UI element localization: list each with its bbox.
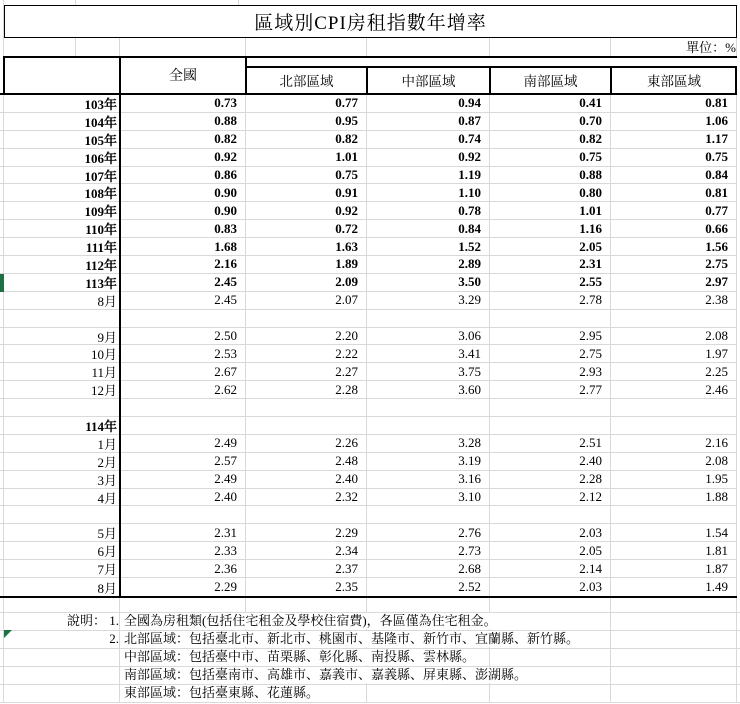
table-row xyxy=(0,363,737,381)
value-cell[interactable]: 0.70 xyxy=(490,113,611,130)
value-cell[interactable]: 2.07 xyxy=(246,292,367,309)
value-cell[interactable]: 0.66 xyxy=(611,220,737,237)
column-header-east[interactable]: 東部區域 xyxy=(647,74,701,89)
value-cell[interactable]: 2.55 xyxy=(490,274,611,291)
value-cell[interactable]: 2.12 xyxy=(490,489,611,506)
row-label-cell[interactable]: 111年 xyxy=(85,240,117,256)
row-label-cell[interactable]: 8月 xyxy=(97,293,117,309)
value-cell[interactable]: 2.53 xyxy=(120,345,246,362)
value-cell[interactable]: 0.75 xyxy=(246,167,367,184)
row-label-cell[interactable]: 108年 xyxy=(84,186,117,202)
value-cell[interactable]: 1.56 xyxy=(611,238,737,255)
table-border xyxy=(0,596,737,598)
value-cell[interactable]: 0.95 xyxy=(246,113,367,130)
value-cell[interactable]: 2.26 xyxy=(246,435,367,452)
value-cell[interactable]: 1.16 xyxy=(490,220,611,237)
value-cell[interactable]: 1.17 xyxy=(611,131,737,148)
value-cell[interactable]: 3.16 xyxy=(367,471,490,488)
value-cell[interactable]: 0.72 xyxy=(246,220,367,237)
row-label-cell[interactable]: 106年 xyxy=(84,150,117,166)
row-label-cell[interactable]: 103年 xyxy=(84,96,117,112)
value-cell[interactable]: 0.81 xyxy=(611,95,737,112)
value-cell[interactable]: 3.60 xyxy=(367,381,490,398)
comment-flag-icon xyxy=(4,630,12,638)
value-cell[interactable]: 0.88 xyxy=(120,113,246,130)
value-cell[interactable]: 2.89 xyxy=(367,256,490,273)
value-cell[interactable]: 2.51 xyxy=(490,435,611,452)
value-cell[interactable]: 0.78 xyxy=(367,202,490,219)
row-label-cell[interactable]: 4月 xyxy=(97,490,117,506)
value-cell[interactable]: 2.33 xyxy=(120,542,246,559)
table-row xyxy=(0,578,737,596)
table-row xyxy=(0,167,737,185)
value-cell[interactable]: 2.37 xyxy=(246,560,367,577)
table-row xyxy=(0,328,737,346)
value-cell[interactable] xyxy=(367,506,490,523)
value-cell[interactable]: 1.89 xyxy=(246,256,367,273)
column-header-south[interactable]: 南部區域 xyxy=(523,74,578,89)
value-cell[interactable]: 2.29 xyxy=(120,578,246,596)
value-cell[interactable]: 1.63 xyxy=(246,238,367,255)
gridline xyxy=(489,38,490,56)
value-cell[interactable]: 0.87 xyxy=(367,113,490,130)
value-cell[interactable]: 2.48 xyxy=(246,453,367,470)
value-cell[interactable]: 2.93 xyxy=(490,363,611,380)
row-label-cell[interactable]: 2月 xyxy=(97,454,117,470)
row-label-cell[interactable]: 9月 xyxy=(97,329,117,345)
value-cell[interactable]: 1.10 xyxy=(367,184,490,201)
row-label-cell[interactable]: 107年 xyxy=(84,168,117,184)
table-row xyxy=(0,113,737,131)
table-border xyxy=(3,56,5,95)
gridline xyxy=(610,38,611,56)
row-label-cell[interactable]: 10月 xyxy=(90,347,117,363)
gridline xyxy=(245,38,246,56)
table-row xyxy=(0,453,737,471)
row-label-cell[interactable]: 109年 xyxy=(84,204,117,220)
table-row xyxy=(0,399,737,417)
value-cell[interactable]: 0.74 xyxy=(367,131,490,148)
value-cell[interactable]: 0.83 xyxy=(120,220,246,237)
value-cell[interactable]: 0.92 xyxy=(367,149,490,166)
value-cell[interactable]: 1.88 xyxy=(611,489,737,506)
note-line: 南部區域：包括臺南市、高雄市、嘉義市、嘉義縣、屏東縣、澎湖縣。 xyxy=(124,667,528,682)
value-cell[interactable]: 2.28 xyxy=(246,381,367,398)
value-cell[interactable]: 0.80 xyxy=(490,184,611,201)
value-cell[interactable]: 2.40 xyxy=(246,471,367,488)
note-line: 全國為房租類(包括住宅租金及學校住宿費)，各區僅為住宅租金。 xyxy=(124,613,497,628)
table-row xyxy=(0,131,737,149)
value-cell[interactable]: 1.01 xyxy=(246,149,367,166)
row-label-cell[interactable]: 11月 xyxy=(91,365,117,381)
value-cell[interactable]: 2.16 xyxy=(611,435,737,452)
value-cell[interactable] xyxy=(120,506,246,523)
row-label-cell[interactable]: 1月 xyxy=(97,436,117,452)
value-cell[interactable]: 2.77 xyxy=(490,381,611,398)
table-row xyxy=(0,506,737,524)
value-cell[interactable]: 1.01 xyxy=(490,202,611,219)
value-cell[interactable]: 1.49 xyxy=(611,578,737,596)
table-row xyxy=(0,292,737,310)
value-cell[interactable]: 2.97 xyxy=(611,274,737,291)
value-cell[interactable]: 0.77 xyxy=(611,202,737,219)
value-cell[interactable]: 2.05 xyxy=(490,542,611,559)
table-row xyxy=(0,345,737,363)
value-cell[interactable] xyxy=(367,417,490,434)
table-border xyxy=(245,56,247,95)
value-cell[interactable]: 1.19 xyxy=(367,167,490,184)
value-cell[interactable] xyxy=(611,310,737,327)
table-border xyxy=(245,66,737,68)
value-cell[interactable]: 3.29 xyxy=(367,292,490,309)
table-row xyxy=(0,524,737,542)
row-label-cell[interactable]: 7月 xyxy=(97,562,117,578)
table-row xyxy=(0,149,737,167)
value-cell[interactable]: 1.81 xyxy=(611,542,737,559)
column-header-national[interactable]: 全國 xyxy=(169,69,197,84)
table-row xyxy=(0,202,737,220)
value-cell[interactable]: 2.49 xyxy=(120,435,246,452)
row-selection-marker xyxy=(0,274,4,292)
value-cell[interactable]: 2.20 xyxy=(246,328,367,345)
table-row xyxy=(0,184,737,202)
gridline xyxy=(366,38,367,56)
value-cell[interactable] xyxy=(611,506,737,523)
row-label-cell[interactable]: 8月 xyxy=(97,580,117,596)
value-cell[interactable]: 2.40 xyxy=(120,489,246,506)
value-cell[interactable]: 2.46 xyxy=(611,381,737,398)
value-cell[interactable]: 2.25 xyxy=(611,363,737,380)
note-number: 2. xyxy=(109,631,119,646)
value-cell[interactable]: 0.86 xyxy=(120,167,246,184)
value-cell[interactable]: 0.75 xyxy=(611,149,737,166)
row-label-cell[interactable]: 113年 xyxy=(85,275,117,291)
note-line: 東部區域：包括臺東縣、花蓮縣。 xyxy=(124,685,320,700)
row-label-cell[interactable]: 110年 xyxy=(85,222,117,238)
value-cell[interactable]: 0.84 xyxy=(367,220,490,237)
table-row xyxy=(0,220,737,238)
value-cell[interactable]: 0.73 xyxy=(120,95,246,112)
row-label-cell[interactable]: 3月 xyxy=(97,472,117,488)
value-cell[interactable]: 2.73 xyxy=(367,542,490,559)
note-line: 北部區域：包括臺北市、新北市、桃園市、基隆市、新竹市、宜蘭縣、新竹縣。 xyxy=(124,631,580,646)
value-cell[interactable]: 0.77 xyxy=(246,95,367,112)
value-cell[interactable] xyxy=(246,399,367,416)
value-cell[interactable]: 2.32 xyxy=(246,489,367,506)
value-cell[interactable]: 3.28 xyxy=(367,435,490,452)
value-cell[interactable]: 1.97 xyxy=(611,345,737,362)
value-cell[interactable]: 2.68 xyxy=(367,560,490,577)
value-cell[interactable]: 0.81 xyxy=(611,184,737,201)
value-cell[interactable]: 1.54 xyxy=(611,524,737,541)
value-cell[interactable] xyxy=(246,310,367,327)
table-row xyxy=(0,417,737,435)
table-row xyxy=(0,256,737,274)
row-label-cell[interactable] xyxy=(0,310,120,327)
value-cell[interactable]: 2.78 xyxy=(490,292,611,309)
value-cell[interactable]: 0.91 xyxy=(246,184,367,201)
value-cell[interactable]: 2.57 xyxy=(120,453,246,470)
row-label-cell[interactable]: 104年 xyxy=(84,114,117,130)
table-border xyxy=(0,93,737,95)
value-cell[interactable]: 2.29 xyxy=(246,524,367,541)
value-cell[interactable]: 2.95 xyxy=(490,328,611,345)
value-cell[interactable]: 1.87 xyxy=(611,560,737,577)
value-cell[interactable]: 0.82 xyxy=(120,131,246,148)
value-cell[interactable]: 2.75 xyxy=(490,345,611,362)
value-cell[interactable]: 0.84 xyxy=(611,167,737,184)
value-cell[interactable] xyxy=(490,506,611,523)
table-border xyxy=(366,66,368,95)
value-cell[interactable]: 3.41 xyxy=(367,345,490,362)
unit-label: 單位：% xyxy=(686,40,736,55)
table-row xyxy=(0,310,737,328)
value-cell[interactable]: 1.06 xyxy=(611,113,737,130)
table-border xyxy=(3,56,737,58)
table-row xyxy=(0,471,737,489)
value-cell[interactable]: 0.82 xyxy=(246,131,367,148)
value-cell[interactable]: 2.03 xyxy=(490,524,611,541)
table-row xyxy=(0,381,737,399)
gridline xyxy=(0,702,740,703)
table-body xyxy=(0,95,737,596)
table-row xyxy=(0,560,737,578)
value-cell[interactable]: 2.16 xyxy=(120,256,246,273)
value-cell[interactable] xyxy=(367,310,490,327)
value-cell[interactable]: 2.14 xyxy=(490,560,611,577)
value-cell[interactable]: 2.45 xyxy=(120,274,246,291)
value-cell[interactable]: 2.08 xyxy=(611,328,737,345)
value-cell[interactable]: 2.62 xyxy=(120,381,246,398)
value-cell[interactable] xyxy=(120,310,246,327)
row-label-cell[interactable] xyxy=(0,506,120,523)
value-cell[interactable]: 2.27 xyxy=(246,363,367,380)
column-header-central[interactable]: 中部區域 xyxy=(401,74,456,89)
column-header-north[interactable]: 北部區域 xyxy=(279,74,334,89)
value-cell[interactable]: 2.52 xyxy=(367,578,490,596)
value-cell[interactable]: 0.92 xyxy=(120,149,246,166)
value-cell[interactable]: 2.31 xyxy=(490,256,611,273)
gridline xyxy=(119,38,120,56)
value-cell[interactable]: 1.68 xyxy=(120,238,246,255)
value-cell[interactable]: 2.76 xyxy=(367,524,490,541)
value-cell[interactable] xyxy=(490,399,611,416)
row-label-cell[interactable]: 12月 xyxy=(90,383,117,399)
value-cell[interactable]: 2.05 xyxy=(490,238,611,255)
value-cell[interactable]: 3.50 xyxy=(367,274,490,291)
value-cell[interactable]: 0.41 xyxy=(490,95,611,112)
value-cell[interactable] xyxy=(490,417,611,434)
row-label-cell[interactable] xyxy=(0,399,120,416)
table-border xyxy=(119,56,121,598)
table-row xyxy=(0,435,737,453)
value-cell[interactable]: 2.45 xyxy=(120,292,246,309)
table-border xyxy=(735,66,737,95)
value-cell[interactable]: 0.82 xyxy=(490,131,611,148)
value-cell[interactable]: 2.38 xyxy=(611,292,737,309)
value-cell[interactable]: 2.34 xyxy=(246,542,367,559)
table-row xyxy=(0,489,737,507)
value-cell[interactable]: 2.09 xyxy=(246,274,367,291)
row-label-cell[interactable]: 6月 xyxy=(97,544,117,560)
gridline xyxy=(0,684,740,685)
row-label-cell[interactable]: 112年 xyxy=(85,257,117,273)
value-cell[interactable]: 3.10 xyxy=(367,489,490,506)
value-cell[interactable]: 0.94 xyxy=(367,95,490,112)
row-label-cell[interactable]: 114年 xyxy=(85,418,117,434)
table-border xyxy=(489,66,491,95)
gridline xyxy=(610,598,611,702)
gridline xyxy=(75,38,76,56)
table-row xyxy=(0,274,737,292)
row-label-cell[interactable]: 5月 xyxy=(97,526,117,542)
value-cell[interactable]: 0.75 xyxy=(490,149,611,166)
value-cell[interactable]: 2.36 xyxy=(120,560,246,577)
gridline xyxy=(736,598,737,702)
table-row xyxy=(0,542,737,560)
value-cell[interactable]: 0.92 xyxy=(246,202,367,219)
value-cell[interactable]: 2.35 xyxy=(246,578,367,596)
value-cell[interactable]: 2.49 xyxy=(120,471,246,488)
value-cell[interactable]: 3.19 xyxy=(367,453,490,470)
value-cell[interactable]: 2.67 xyxy=(120,363,246,380)
value-cell[interactable]: 2.50 xyxy=(120,328,246,345)
table-row xyxy=(0,95,737,113)
value-cell[interactable]: 2.40 xyxy=(490,453,611,470)
note-number: 說明： 1. xyxy=(66,613,119,628)
value-cell[interactable]: 3.06 xyxy=(367,328,490,345)
value-cell[interactable]: 3.75 xyxy=(367,363,490,380)
gridline xyxy=(119,598,120,702)
row-label-cell[interactable]: 105年 xyxy=(84,132,117,148)
note-line: 中部區域：包括臺中市、苗栗縣、彰化縣、南投縣、雲林縣。 xyxy=(124,649,476,664)
gridline xyxy=(736,38,737,56)
value-cell[interactable]: 2.75 xyxy=(611,256,737,273)
value-cell[interactable]: 1.95 xyxy=(611,471,737,488)
value-cell[interactable] xyxy=(490,310,611,327)
value-cell[interactable] xyxy=(120,399,246,416)
table-row xyxy=(0,238,737,256)
value-cell[interactable]: 0.90 xyxy=(120,202,246,219)
table-title: 區域別CPI房租指數年增率 xyxy=(4,5,737,38)
value-cell[interactable]: 2.08 xyxy=(611,453,737,470)
value-cell[interactable]: 0.88 xyxy=(490,167,611,184)
value-cell[interactable] xyxy=(120,417,246,434)
value-cell[interactable] xyxy=(611,417,737,434)
value-cell[interactable] xyxy=(367,399,490,416)
value-cell[interactable] xyxy=(246,417,367,434)
table-border xyxy=(610,66,612,95)
value-cell[interactable]: 0.90 xyxy=(120,184,246,201)
value-cell[interactable]: 2.28 xyxy=(490,471,611,488)
value-cell[interactable]: 2.31 xyxy=(120,524,246,541)
value-cell[interactable]: 2.22 xyxy=(246,345,367,362)
value-cell[interactable]: 1.52 xyxy=(367,238,490,255)
value-cell[interactable]: 2.03 xyxy=(490,578,611,596)
value-cell[interactable] xyxy=(611,399,737,416)
value-cell[interactable] xyxy=(246,506,367,523)
